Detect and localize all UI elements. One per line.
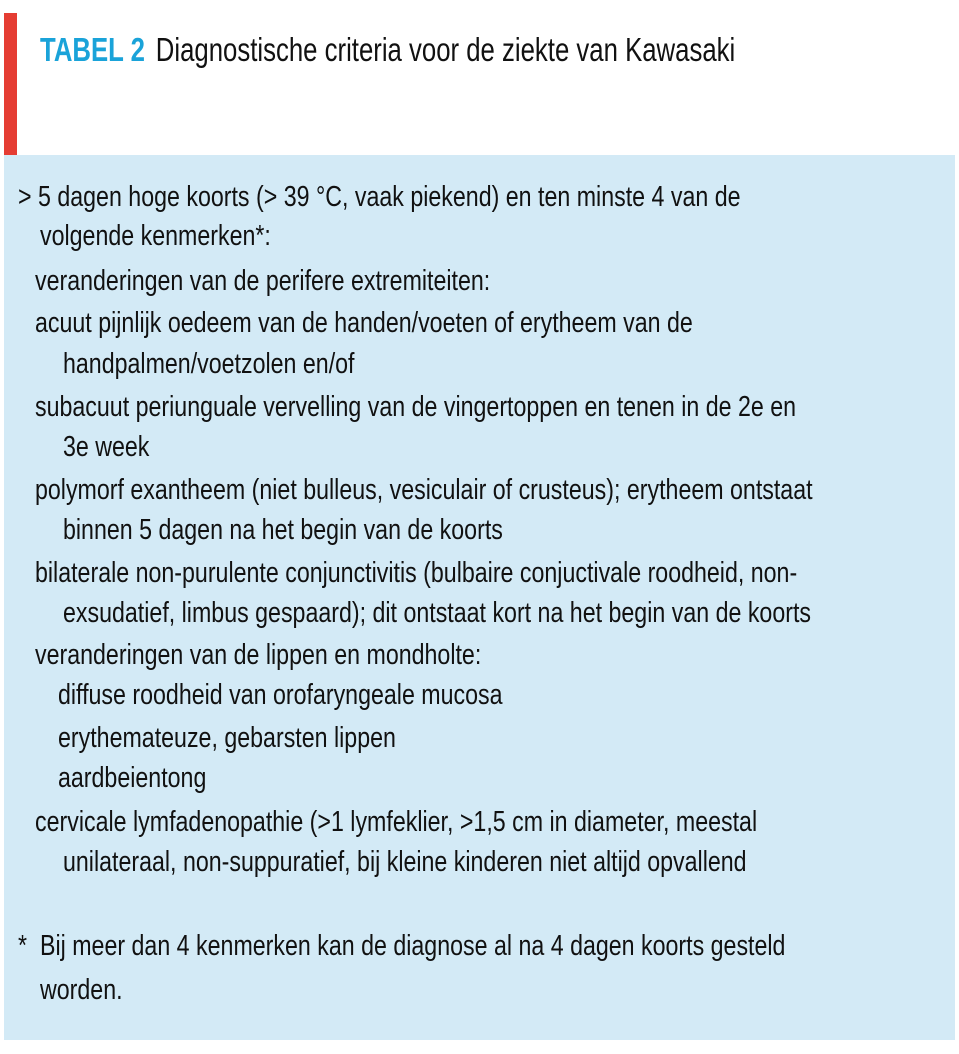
footnote-line: worden.: [40, 974, 123, 1006]
criteria-line: acuut pijnlijk oedeem van de handen/voeten of erytheem van de: [35, 307, 693, 339]
footnote-line: Bij meer dan 4 kenmerken kan de diagnose al na 4 dagen koorts gesteld: [40, 930, 786, 962]
criteria-line: veranderingen van de lippen en mondholte:: [35, 639, 482, 671]
criteria-line: erythemateuze, gebarsten lippen: [58, 722, 396, 754]
accent-bar: [4, 13, 17, 155]
criteria-line: 3e week: [63, 431, 150, 463]
criteria-line: aardbeientong: [58, 762, 207, 794]
footnote-marker: *: [18, 930, 28, 962]
criteria-line: veranderingen van de perifere extremiteiten:: [35, 265, 491, 297]
criteria-line: subacuut periunguale vervelling van de vingertoppen en tenen in de 2e en: [35, 391, 797, 423]
criteria-line: handpalmen/voetzolen en/of: [63, 348, 355, 380]
criteria-line: bilaterale non-purulente conjunctivitis (bulbaire conjuctivale roodheid, non-: [35, 557, 798, 589]
criteria-line: polymorf exantheem (niet bulleus, vesiculair of crusteus); erytheem ontstaat: [35, 474, 813, 506]
table-caption: Diagnostische criteria voor de ziekte van Kawasaki: [155, 31, 736, 68]
table-title: [40, 30, 735, 70]
criteria-line: diffuse roodheid van orofaryngeale mucosa: [58, 679, 503, 711]
criteria-line: binnen 5 dagen na het begin van de koorts: [63, 514, 503, 546]
table-number: TABEL 2: [40, 31, 145, 68]
criteria-line: unilateraal, non-suppuratief, bij kleine kinderen niet altijd opvallend: [63, 846, 747, 878]
criteria-line: cervicale lymfadenopathie (>1 lymfeklier, >1,5 cm in diameter, meestal: [35, 806, 758, 838]
criteria-line: > 5 dagen hoge koorts (> 39 °C, vaak piekend) en ten minste 4 van de: [18, 181, 741, 213]
criteria-line: exsudatief, limbus gespaard); dit ontstaat kort na het begin van de koorts: [63, 597, 811, 629]
criteria-line: volgende kenmerken*:: [40, 220, 271, 252]
